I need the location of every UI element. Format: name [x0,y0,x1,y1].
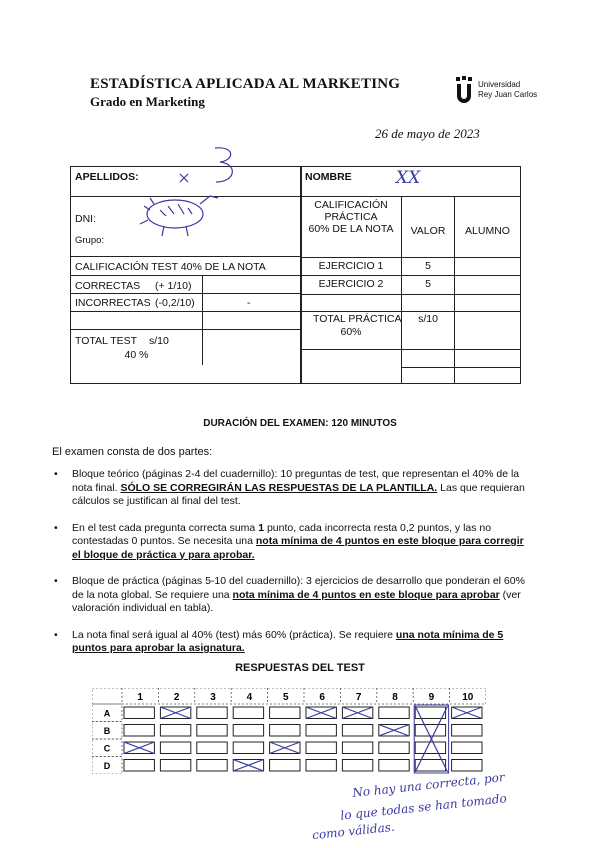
incorrectas-value: (-0,2/10) [155,297,195,309]
incorrectas-mark: - [247,297,251,309]
answer-box[interactable] [342,725,372,737]
answer-row-label: D [103,761,111,771]
university-logo [455,74,555,108]
exam-date: 26 de mayo de 2023 [375,126,480,141]
alumno-header: ALUMNO [465,225,510,237]
answer-cross-mark [233,760,263,772]
answer-box[interactable] [197,707,227,719]
answer-box[interactable] [415,707,445,719]
answer-box[interactable] [124,760,154,772]
nombre-value: XX [396,168,421,188]
apellidos-label: APELLIDOS: [75,171,139,183]
answer-row-label: A [103,708,111,719]
answer-column-header: 2 [173,692,180,703]
incorrectas-label: INCORRECTAS [75,297,151,309]
handwritten-note-line1: No hay una correcta, por [351,770,506,800]
answer-column-header: 7 [355,692,362,703]
answer-cross-mark [342,707,372,719]
answer-cross-mark [452,707,482,719]
answer-cross-mark [270,742,300,754]
total-test-label: TOTAL TEST [75,335,138,347]
answer-column-header: 8 [392,692,398,703]
answer-box[interactable] [452,725,482,737]
total-practica-valor: s/10 [418,313,438,325]
ejercicio2-label: EJERCICIO 2 [318,278,384,290]
answer-box[interactable] [197,742,227,754]
correctas-label: CORRECTAS [75,280,141,292]
instruction-text: La nota final será igual al 40% (test) más 60% (práctica). Se requiere [72,628,396,641]
calif-test-label: CALIFICACIÓN TEST 40% DE LA NOTA [75,261,266,273]
answer-box[interactable] [233,707,263,719]
answer-box[interactable] [342,742,372,754]
answer-box[interactable] [197,760,227,772]
answer-box[interactable] [270,707,300,719]
answer-column-header: 6 [319,692,325,703]
answer-box[interactable] [415,725,445,737]
calif-practica-line3: 60% DE LA NOTA [308,223,394,235]
instruction-emphasis: SÓLO SE CORREGIRÁN LAS RESPUESTAS DE LA PLANTILLA. [120,481,438,494]
correctas-value: (+ 1/10) [155,280,192,292]
handwritten-note-line3: como válidas. [311,819,396,843]
total-test-value: s/10 [149,335,169,347]
answer-box[interactable] [124,725,154,737]
answer-box[interactable] [306,742,336,754]
university-name-line1: Universidad [478,80,521,89]
answer-box[interactable] [160,742,190,754]
answer-cross-mark [124,742,154,754]
instruction-text: Bloque teórico (páginas 2-4 del cuadernillo): 10 preguntas de test, que representan el 40% de la nota final. [72,468,520,494]
answer-row-label: C [103,743,111,754]
instruction-emphasis: nota mínima de 4 puntos en este bloque para aprobar [232,588,500,601]
instruction-text: punto, cada incorrecta resta 0,2 puntos, y las no contestadas 0 puntos. Se necesita una [72,521,492,547]
answer-column-header: 4 [246,692,253,703]
exam-intro: El examen consta de dos partes: [52,446,213,458]
answer-grid [92,688,486,774]
answer-column-header: 5 [283,692,289,703]
answer-column-header: 3 [210,692,216,703]
answer-cross-mark [379,725,409,737]
answer-box[interactable] [197,725,227,737]
instruction-item [52,575,532,616]
ejercicio1-valor: 5 [425,260,431,272]
answer-row-label: B [103,726,111,736]
answer-box[interactable] [452,760,482,772]
answer-cross-mark [306,707,336,719]
instruction-emphasis: 1 [258,521,265,534]
handwritten-note-line2: lo que todas se han tomado [339,791,508,823]
total-practica-label: TOTAL PRÁCTICA [313,313,402,325]
answer-cross-mark [160,707,190,719]
instruction-text: Las que requieran cálculos se justifican al final del test. [72,481,525,507]
answer-box[interactable] [306,725,336,737]
instruction-emphasis: nota mínima de 4 puntos en este bloque para corregir el bloque de práctica y para aprobar. [72,535,524,561]
instruction-emphasis: una nota mínima de 5 puntos para aprobar la asignatura. [72,628,504,654]
university-name-line2: Rey Juan Carlos [478,90,538,99]
instructions-list [52,468,532,669]
answer-column-header: 1 [137,692,143,703]
ejercicio1-label: EJERCICIO 1 [318,260,384,272]
instruction-item [52,468,532,509]
doodle-drawing-icon [120,138,240,238]
exam-duration-title: DURACIÓN DEL EXAMEN: 120 MINUTOS [203,418,397,429]
answer-box[interactable] [306,760,336,772]
nombre-label: NOMBRE [305,171,352,183]
ejercicio2-valor: 5 [425,278,431,290]
cancelled-column-mark [414,705,448,773]
answer-box[interactable] [415,742,445,754]
answer-box[interactable] [233,742,263,754]
answer-box[interactable] [160,725,190,737]
answer-column-header: 10 [462,692,474,703]
grupo-label: Grupo: [75,235,105,246]
answer-box[interactable] [452,742,482,754]
document-subtitle: Grado en Marketing [90,94,205,109]
valor-header: VALOR [410,225,446,237]
instruction-text: (ver valoración individual en tabla). [72,588,521,614]
total-test-pct: 40 % [124,349,149,361]
answers-title: RESPUESTAS DEL TEST [235,662,365,674]
answer-box[interactable] [270,725,300,737]
answer-box[interactable] [415,760,445,772]
answer-box[interactable] [379,760,409,772]
answer-box[interactable] [379,707,409,719]
document-title: ESTADÍSTICA APLICADA AL MARKETING [90,76,401,92]
instruction-text: En el test cada pregunta correcta suma [72,521,259,534]
answer-box[interactable] [342,760,372,772]
answer-box[interactable] [270,760,300,772]
answer-box[interactable] [233,725,263,737]
answer-column-header: 9 [428,692,435,703]
instruction-item [52,522,532,563]
answer-box[interactable] [379,742,409,754]
answer-box[interactable] [160,760,190,772]
urjc-logo-icon [455,76,473,104]
total-practica-pct: 60% [340,326,362,338]
instruction-text: Bloque de práctica (páginas 5-10 del cuadernillo): 3 ejercicios de desarrollo que ponderan el 60% de la nota global. Se requiere una [72,575,525,601]
dni-label: DNI: [75,213,96,225]
instruction-item [52,629,532,656]
answer-box[interactable] [124,707,154,719]
calif-practica-line2: PRÁCTICA [324,211,378,223]
calif-practica-line1: CALIFICACIÓN [314,199,388,211]
